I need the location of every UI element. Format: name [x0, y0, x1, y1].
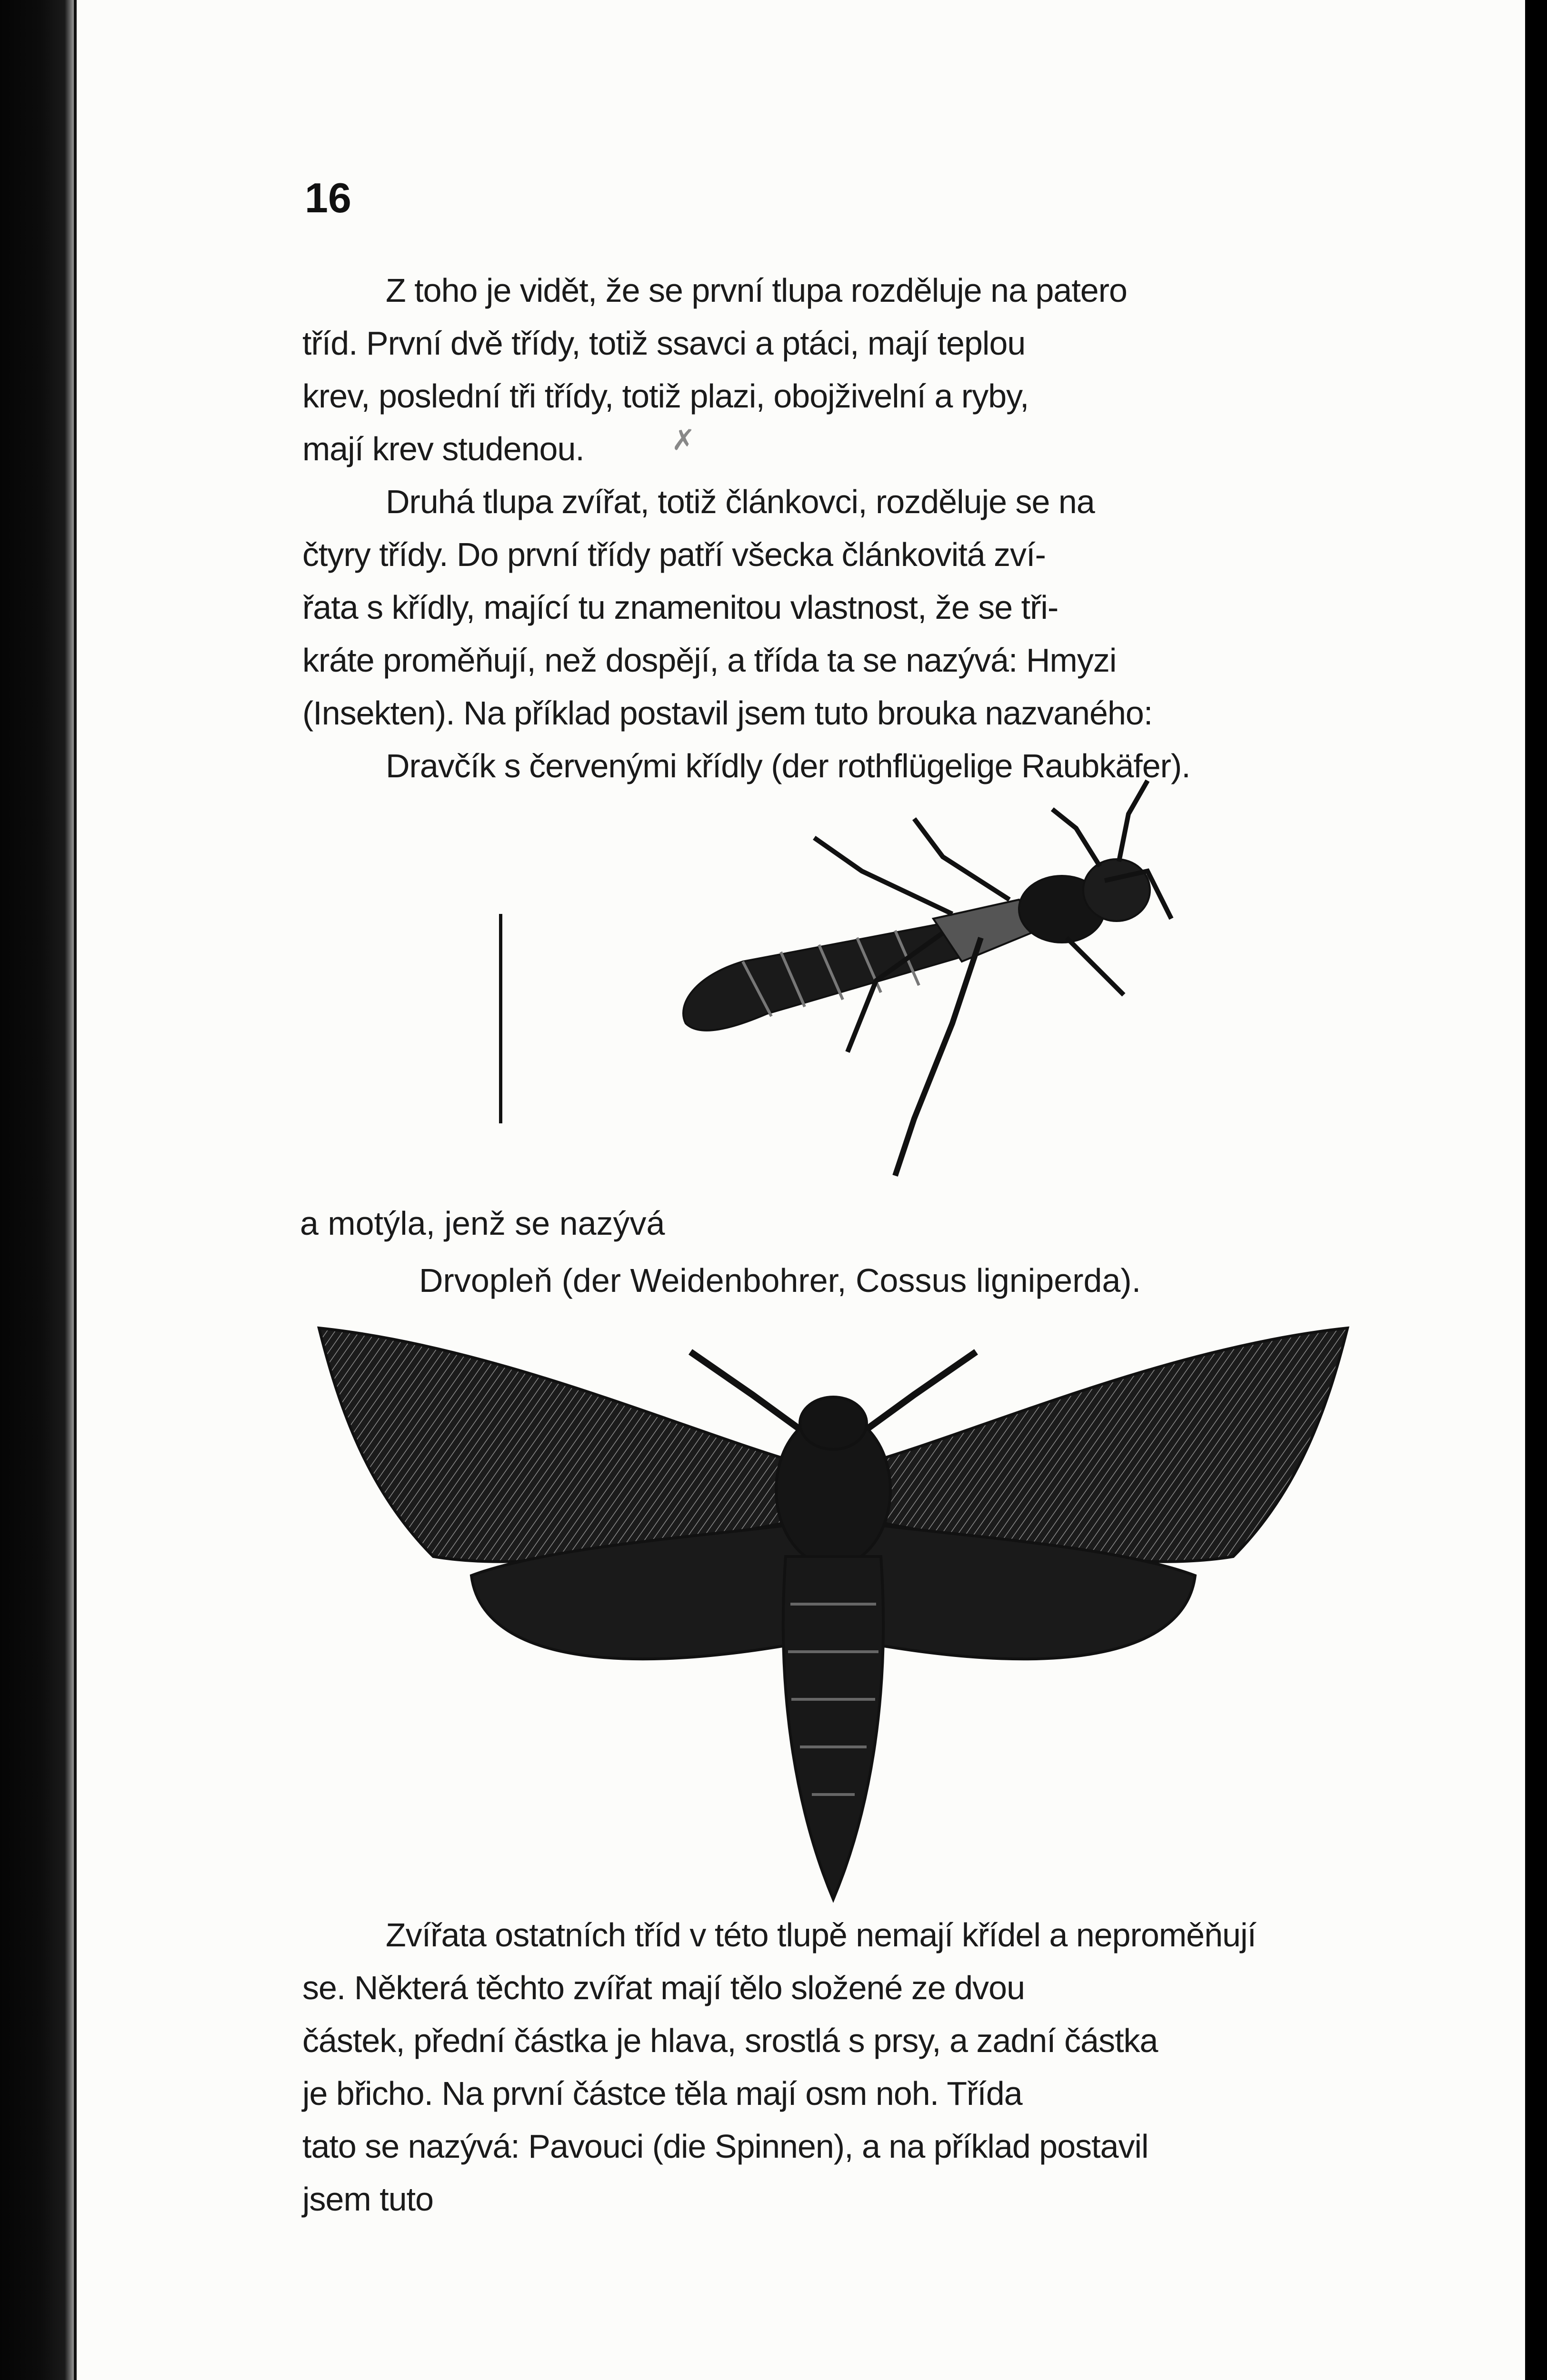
caption-moth-intro: a motýla, jenž se nazývá: [300, 1205, 665, 1242]
text-line: se. Některá těchto zvířat mají tělo složené ze dvou: [302, 1969, 1025, 2006]
text-line: kráte proměňují, než dospějí, a třída ta se nazývá: Hmyzi: [302, 642, 1117, 679]
text-line: tato se nazývá: Pavouci (die Spinnen), a na příklad postavil: [302, 2128, 1148, 2165]
vertical-rule: [499, 914, 502, 1123]
text-line: Zvířata ostatních tříd v této tlupě nemají křídel a neproměňují: [386, 1916, 1256, 1954]
text-line: částek, přední částka je hlava, srostlá s prsy, a zadní částka: [302, 2022, 1158, 2059]
paragraph-classes: [302, 264, 1367, 793]
text-line: Dravčík s červenými křídly (der rothflügelige Raubkäfer).: [386, 747, 1190, 784]
paragraph-other-classes: [302, 1909, 1367, 2226]
ink-mark: ✗: [671, 425, 696, 456]
text-line: jsem tuto: [302, 2181, 433, 2218]
text-line: Druhá tlupa zvířat, totiž článkovci, rozděluje se na: [386, 483, 1095, 520]
text-line: krev, poslední tři třídy, totiž plazi, obojživelní a ryby,: [302, 377, 1029, 415]
page-number: 16: [305, 174, 351, 221]
text-line: tříd. První dvě třídy, totiž ssavci a ptáci, mají teplou: [302, 325, 1026, 362]
beetle-illustration: [648, 757, 1200, 1185]
text-line: řata s křídly, mající tu znamenitou vlastnost, že se tři-: [302, 589, 1058, 626]
book-binding-edge: [0, 0, 81, 2380]
moth-illustration: [309, 1309, 1357, 1904]
text-line: mají krev studenou.: [302, 430, 584, 467]
text-line: je břicho. Na první částce těla mají osm noh. Třída: [302, 2075, 1022, 2112]
caption-moth-name: Drvopleň (der Weidenbohrer, Cossus ligniperda).: [419, 1262, 1141, 1299]
text-line: čtyry třídy. Do první třídy patří všecka článkovitá zví-: [302, 536, 1046, 573]
text-line: (Insekten). Na příklad postavil jsem tuto brouka nazvaného:: [302, 694, 1153, 732]
text-line: Z toho je vidět, že se první tlupa rozděluje na patero: [386, 272, 1127, 309]
